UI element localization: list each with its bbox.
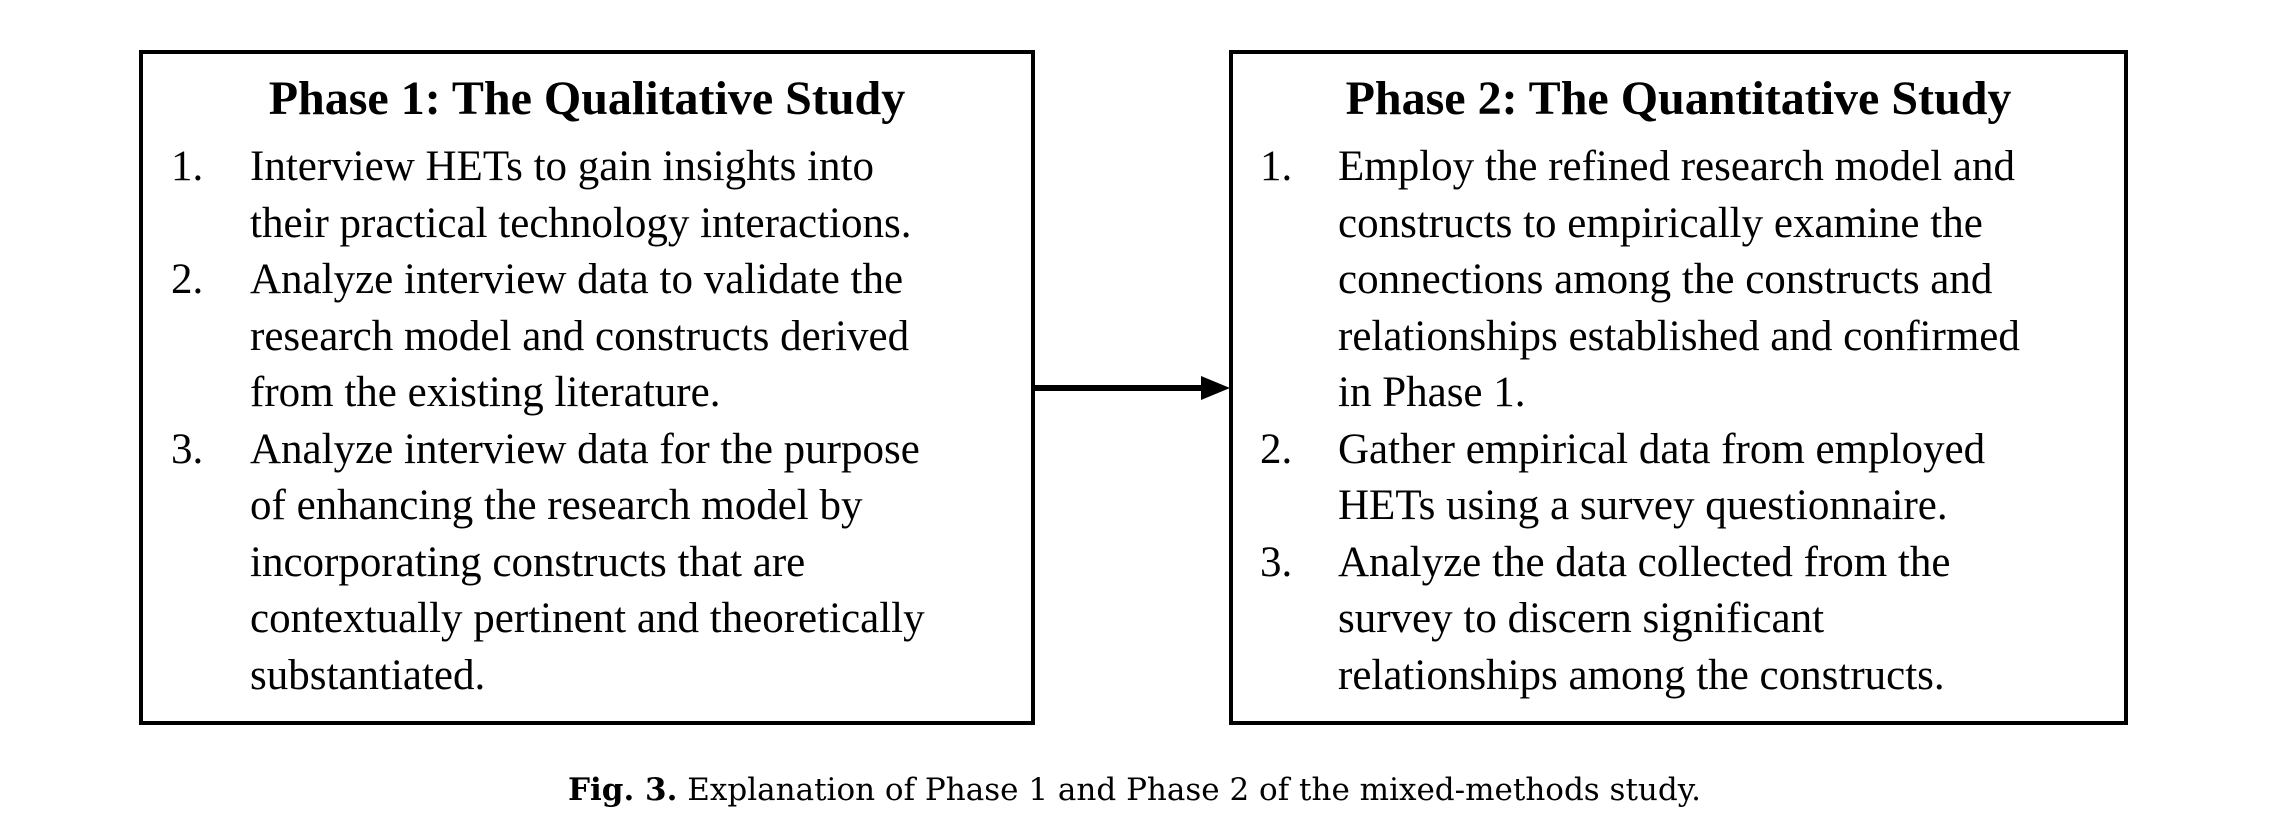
figure-caption-label: Fig. 3. xyxy=(568,772,678,808)
phase-1-item-3-number: 3. xyxy=(171,425,204,473)
phase-2-item-1-number: 1. xyxy=(1260,143,1293,190)
figure-caption xyxy=(0,771,2269,809)
phase-2-item-2 xyxy=(1233,422,2124,535)
phase-1-item-3-line-1: Analyze interview data for the purpose xyxy=(250,425,920,473)
phase-1-title: Phase 1: The Qualitative Study xyxy=(268,72,906,125)
phase-2-item-1 xyxy=(1233,139,2124,422)
phase-1-item-3-line-2: of enhancing the research model by xyxy=(250,482,863,529)
phase-2-item-3-line-1: Analyze the data collected from the xyxy=(1338,538,1951,586)
phase-1-item-3 xyxy=(143,422,1031,705)
phase-1-item-1 xyxy=(143,139,1031,252)
phase-2-item-1-line-2: constructs to empirically examine the xyxy=(1338,199,1983,247)
arrow-head xyxy=(1201,376,1230,400)
figure-caption-text: Explanation of Phase 1 and Phase 2 of the mixed-methods study. xyxy=(687,772,1701,808)
phase-1-item-3-line-3: incorporating constructs that are xyxy=(250,538,806,586)
phase-1-item-1-line-1: Interview HETs to gain insights into xyxy=(250,143,875,190)
phase-1-box xyxy=(139,50,1035,725)
phase-2-item-1-line-4: relationships established and confirmed xyxy=(1338,312,2020,360)
phase-1-item-2-line-1: Analyze interview data to validate the xyxy=(250,256,904,303)
phase-2-item-1-line-3: connections among the constructs and xyxy=(1338,256,1993,303)
phase-1-item-3-line-4: contextually pertinent and theoretically xyxy=(250,595,925,642)
phase-1-item-3-line-5: substantiated. xyxy=(250,651,486,699)
flow-arrow-icon xyxy=(1035,373,1230,403)
phase-2-item-3 xyxy=(1233,535,2124,705)
phase-1-item-2-number: 2. xyxy=(171,256,204,303)
phase-2-box xyxy=(1229,50,2128,725)
phase-2-item-1-line-5: in Phase 1. xyxy=(1338,369,1526,416)
phase-2-item-3-number: 3. xyxy=(1260,538,1293,586)
phase-2-item-3-line-3: relationships among the constructs. xyxy=(1338,651,1945,699)
phase-1-item-2-line-2: research model and constructs derived xyxy=(250,312,910,360)
phase-1-item-1-number: 1. xyxy=(171,143,204,190)
phase-2-item-2-line-1: Gather empirical data from employed xyxy=(1338,425,1986,473)
phase-1-item-2-line-3: from the existing literature. xyxy=(250,369,721,416)
phase-2-item-2-number: 2. xyxy=(1260,425,1293,473)
phase-2-item-2-line-2: HETs using a survey questionnaire. xyxy=(1338,482,1948,529)
phase-2-item-1-line-1: Employ the refined research model and xyxy=(1338,143,2015,190)
phase-2-list xyxy=(1233,139,2124,704)
phase-2-title: Phase 2: The Quantitative Study xyxy=(1345,72,2012,125)
phase-1-item-2 xyxy=(143,252,1031,422)
phase-2-item-3-line-2: survey to discern significant xyxy=(1338,595,1825,642)
phase-1-list xyxy=(143,139,1031,704)
phase-1-item-1-line-2: their practical technology interactions. xyxy=(250,199,912,247)
